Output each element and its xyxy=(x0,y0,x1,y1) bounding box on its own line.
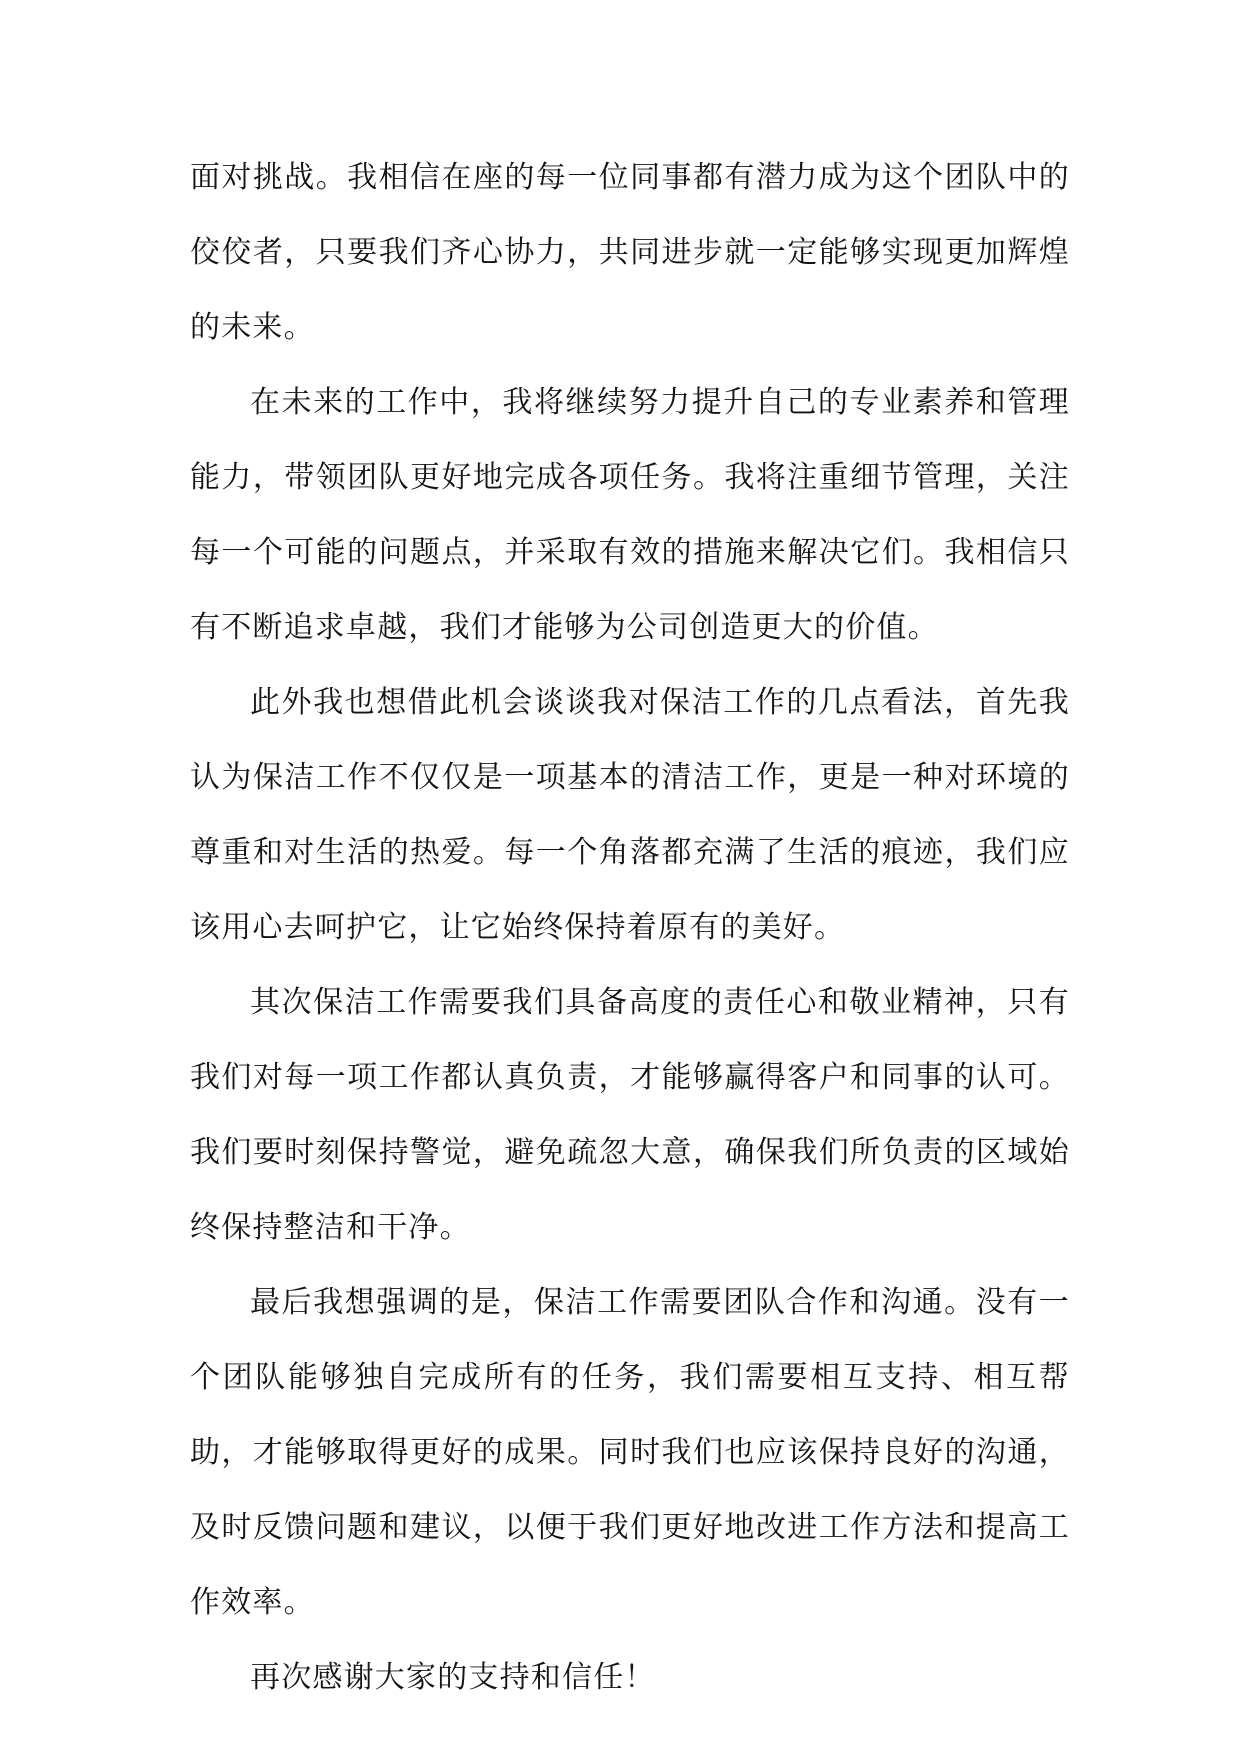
paragraph-5: 最后我想强调的是，保洁工作需要团队合作和沟通。没有一个团队能够独自完成所有的任务，我们需要相互支持、相互帮助，才能够取得更好的成果。同时我们也应该保持良好的沟通，及时反馈问题和建议，以便于我们更好地改进工作方法和提高工作效率。 xyxy=(190,1285,1070,1620)
document-body xyxy=(190,140,1070,1715)
paragraph-3: 此外我也想借此机会谈谈我对保洁工作的几点看法，首先我认为保洁工作不仅仅是一项基本的清洁工作，更是一种对环境的尊重和对生活的热爱。每一个角落都充满了生活的痕迹，我们应该用心去呵护它，让它始终保持着原有的美好。 xyxy=(190,685,1070,945)
paragraph-4: 其次保洁工作需要我们具备高度的责任心和敬业精神，只有我们对每一项工作都认真负责，才能够赢得客户和同事的认可。我们要时刻保持警觉，避免疏忽大意，确保我们所负责的区域始终保持整洁和干净。 xyxy=(190,985,1070,1245)
paragraph-6: 再次感谢大家的支持和信任！ xyxy=(250,1660,656,1695)
paragraph-1: 面对挑战。我相信在座的每一位同事都有潜力成为这个团队中的佼佼者，只要我们齐心协力，共同进步就一定能够实现更加辉煌的未来。 xyxy=(190,160,1070,345)
paragraph-2: 在未来的工作中，我将继续努力提升自己的专业素养和管理能力，带领团队更好地完成各项任务。我将注重细节管理，关注每一个可能的问题点，并采取有效的措施来解决它们。我相信只有不断追求卓越，我们才能够为公司创造更大的价值。 xyxy=(190,385,1070,645)
